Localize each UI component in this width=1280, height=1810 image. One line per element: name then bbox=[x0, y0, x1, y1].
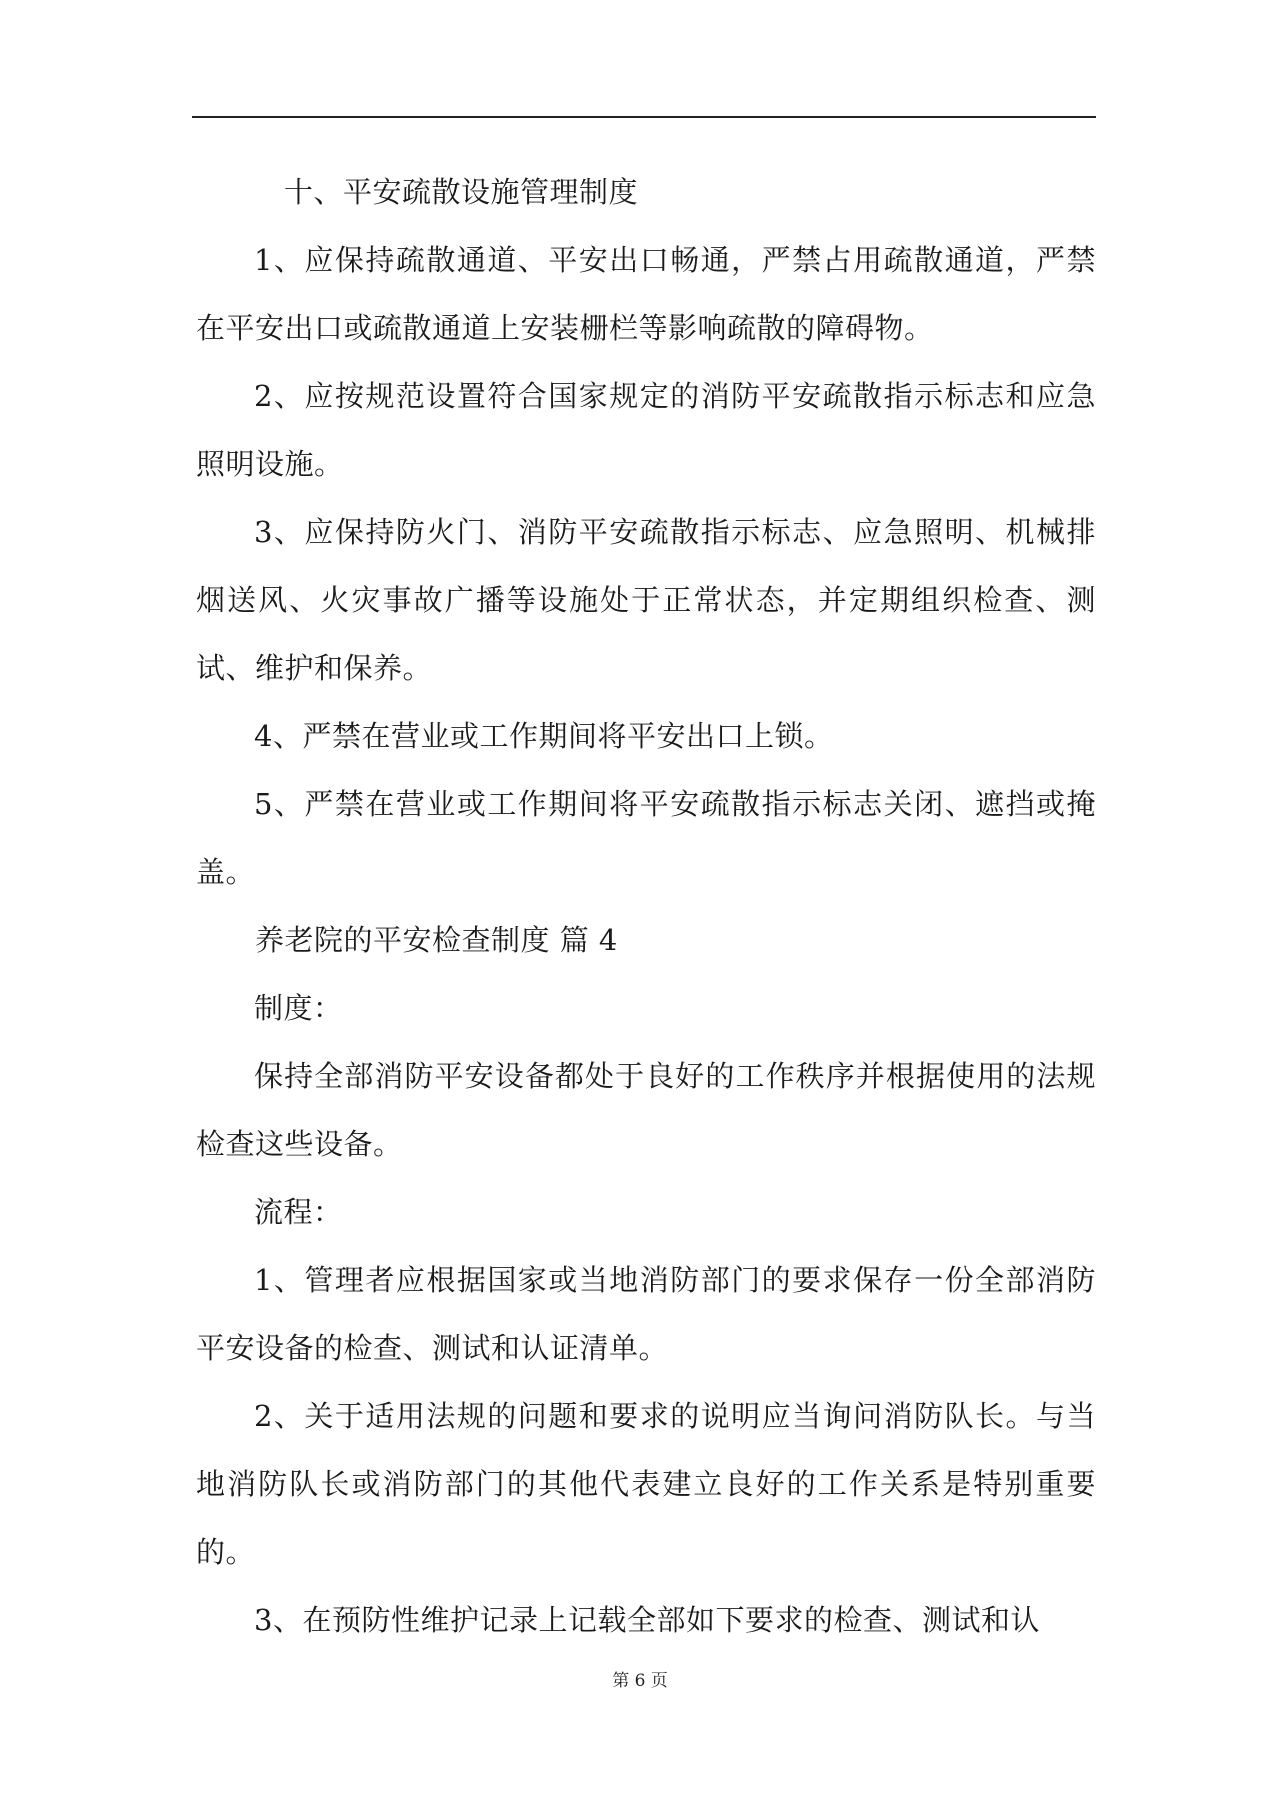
label-rule: 制度： bbox=[254, 991, 343, 1025]
paragraph: 5、严禁在营业或工作期间将平安疏散指示标志关闭、遮挡或掩盖。 bbox=[196, 787, 1096, 889]
article-subheading: 养老院的平安检查制度 篇 4 bbox=[255, 923, 618, 957]
paragraph: 2、应按规范设置符合国家规定的消防平安疏散指示标志和应急照明设施。 bbox=[196, 379, 1096, 481]
paragraph: 4、严禁在营业或工作期间将平安出口上锁。 bbox=[254, 719, 834, 753]
section-title: 十、平安疏散设施管理制度 bbox=[284, 175, 639, 209]
paragraph: 2、关于适用法规的问题和要求的说明应当询问消防队长。与当地消防队长或消防部门的其他代表建立良好的工作关系是特别重要的。 bbox=[196, 1399, 1096, 1569]
paragraph: 3、应保持防火门、消防平安疏散指示标志、应急照明、机械排烟送风、火灾事故广播等设施处于正常状态，并定期组织检查、测试、维护和保养。 bbox=[196, 515, 1096, 685]
paragraph: 1、管理者应根据国家或当地消防部门的要求保存一份全部消防平安设备的检查、测试和认证清单。 bbox=[196, 1263, 1096, 1365]
page-number: 第 6 页 bbox=[612, 1671, 668, 1691]
paragraph: 保持全部消防平安设备都处于良好的工作秩序并根据使用的法规检查这些设备。 bbox=[196, 1059, 1096, 1161]
document-body bbox=[196, 158, 1096, 1654]
paragraph: 3、在预防性维护记录上记载全部如下要求的检查、测试和认 bbox=[254, 1603, 1040, 1637]
label-process: 流程： bbox=[254, 1195, 343, 1229]
paragraph: 1、应保持疏散通道、平安出口畅通，严禁占用疏散通道，严禁在平安出口或疏散通道上安装栅栏等影响疏散的障碍物。 bbox=[196, 243, 1096, 345]
header-divider bbox=[192, 116, 1096, 118]
